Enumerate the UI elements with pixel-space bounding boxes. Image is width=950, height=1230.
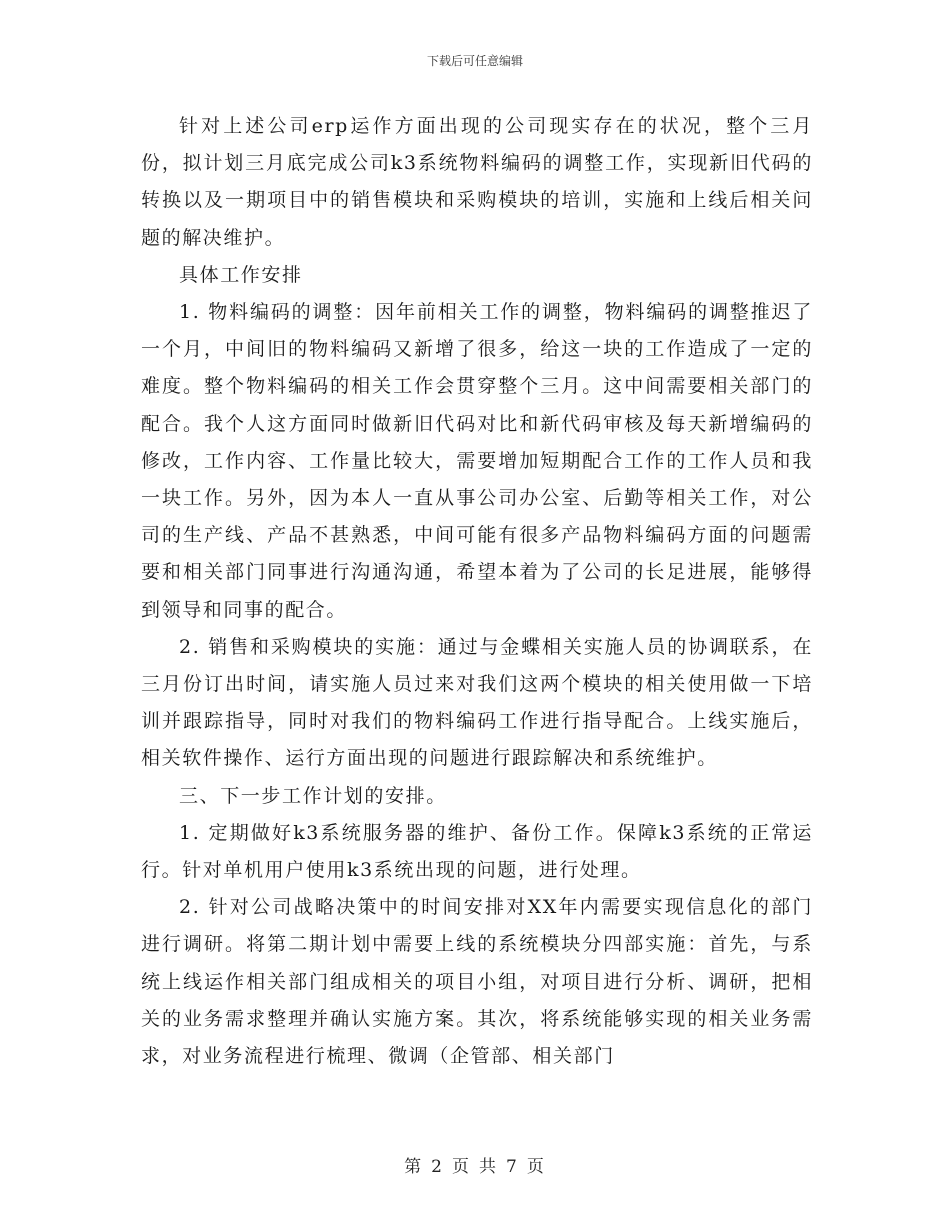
paragraph-item-sales-purchase: 2. 销售和采购模块的实施：通过与金蝶相关实施人员的协调联系，在三月份订出时间，请实施人员过来对我们这两个模块的相关使用做一下培训并跟踪指导，同时对我们的物料编码工作进行指导配合。上线实施后，相关软件操作、运行方面出现的问题进行跟踪解决和系统维护。	[141, 635, 813, 770]
footer-total-label: 共	[479, 1157, 498, 1177]
document-body	[141, 108, 813, 1075]
paragraph-item-material-coding: 1. 物料编码的调整：因年前相关工作的调整，物料编码的调整推迟了一个月，中间旧的物料编码又新增了很多，给这一块的工作造成了一定的难度。整个物料编码的相关工作会贯穿整个三月。这中间需要相关部门的配合。我个人这方面同时做新旧代码对比和新代码审核及每天新增编码的修改，工作内容、工作量比较大，需要增加短期配合工作的工作人员和我一块工作。另外，因为本人一直从事公司办公室、后勤等相关工作，对公司的生产线、产品不甚熟悉，中间可能有很多产品物料编码方面的问题需要和相关部门同事进行沟通沟通，希望本着为了公司的长足进展，能够得到领导和同事的配合。	[141, 301, 813, 621]
paragraph-heading-arrangement: 具体工作安排	[179, 263, 303, 286]
footer-total-pages: 7	[506, 1157, 519, 1177]
paragraph-item-research: 2. 针对公司战略决策中的时间安排对XX年内需要实现信息化的部门进行调研。将第二期计划中需要上线的系统模块分四部实施：首先，与系统上线运作相关部门组成相关的项目小组，对项目进行分析、调研，把相关的业务需求整理并确认实施方案。其次，将系统能够实现的相关业务需求，对业务流程进行梳理、微调（企管部、相关部门	[141, 896, 813, 1068]
footer-suffix: 页	[526, 1157, 546, 1177]
paragraph-intro: 针对上述公司erp运作方面出现的公司现实存在的状况，整个三月份，拟计划三月底完成公司k3系统物料编码的调整工作，实现新旧代码的转换以及一期项目中的销售模块和采购模块的培训，实施和上线后相关问题的解决维护。	[141, 115, 813, 249]
page-header: 下载后可任意编辑	[426, 54, 523, 68]
paragraph-item-server-maintenance: 1. 定期做好k3系统服务器的维护、备份工作。保障k3系统的正常运行。针对单机用户使用k3系统出现的问题，进行处理。	[141, 821, 813, 882]
footer-current-page: 2	[431, 1157, 444, 1177]
paragraph-heading-next-plan: 三、下一步工作计划的安排。	[179, 784, 447, 807]
page-footer	[0, 1152, 950, 1177]
footer-prefix: 第	[404, 1157, 424, 1177]
footer-page-label: 页	[452, 1157, 471, 1177]
